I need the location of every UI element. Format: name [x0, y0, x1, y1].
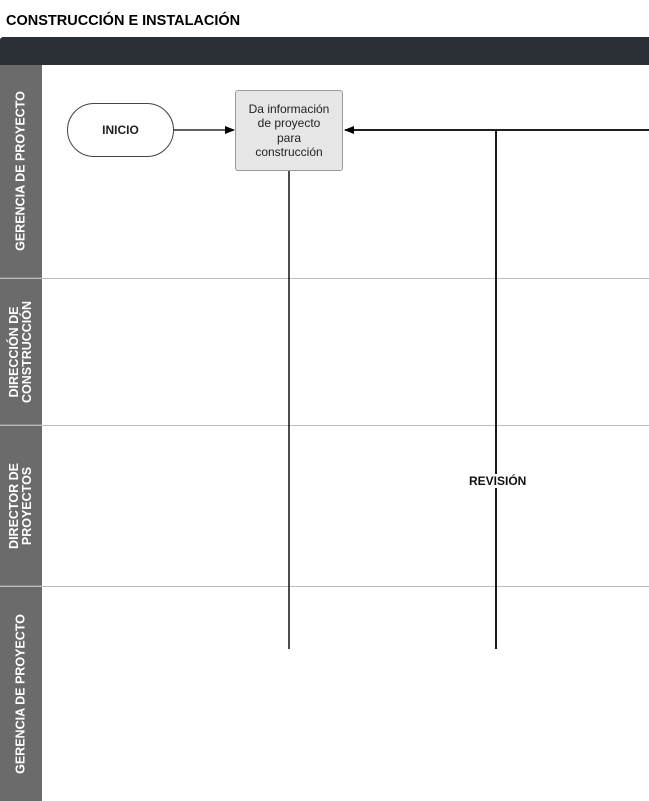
lane-text-line: DIRECCIÓN DE — [7, 306, 21, 397]
process-node-da-informacion[interactable]: Da información de proyecto para construcción — [235, 90, 343, 171]
lane-text-line: DIRECTOR DE — [7, 462, 21, 549]
edge-revision-loop — [345, 130, 496, 649]
start-node-inicio[interactable]: INICIO — [67, 103, 174, 157]
lane-text-line: CONSTRUCCIÓN — [20, 300, 34, 403]
diagram-title: CONSTRUCCIÓN E INSTALACIÓN — [6, 13, 241, 29]
lane-text-gerencia-de-proyecto: GERENCIA DE PROYECTO — [13, 91, 28, 251]
edge-label-revision: REVISIÓN — [469, 474, 527, 488]
lane-text-line: PROYECTOS — [20, 466, 34, 545]
lane-text-gerencia-de-proyecto-2: GERENCIA DE PROYECTO — [13, 614, 28, 774]
